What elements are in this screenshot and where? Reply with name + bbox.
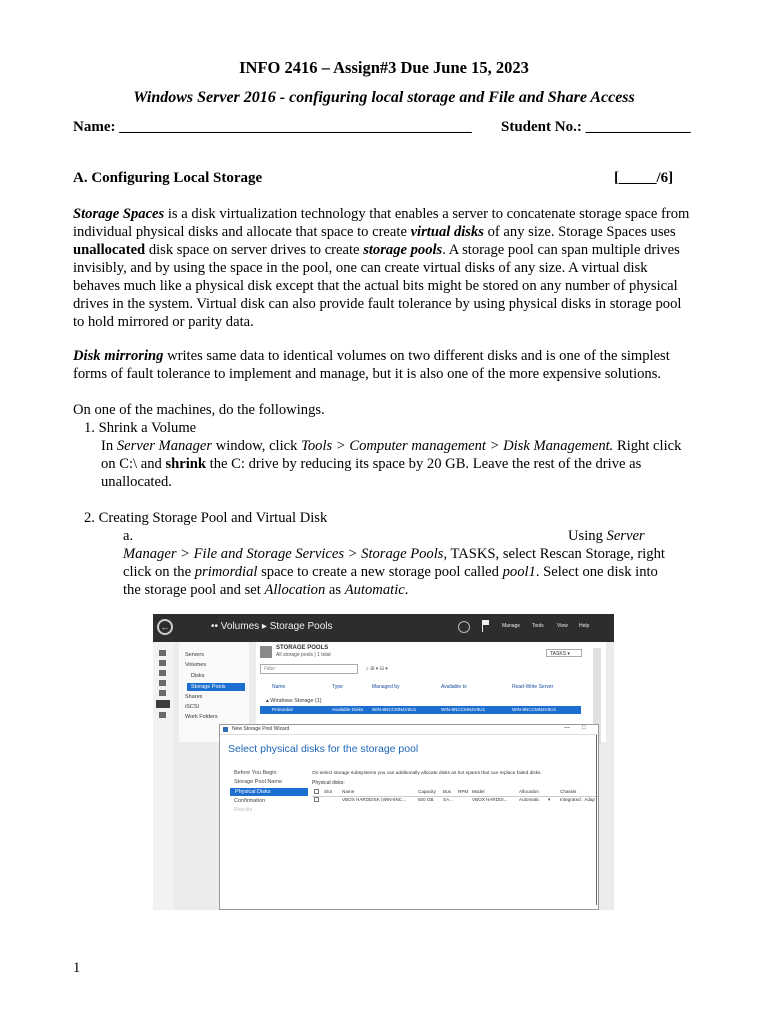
pd-model: VBOX HARDDI... [472,797,508,802]
notification-flag-icon [482,620,491,632]
step-physical-disks: Physical Disks [230,788,308,796]
step-2-title: 2. Creating Storage Pool and Virtual Disk [84,510,328,526]
pd-col-allocation: Allocation [519,789,539,794]
table-row-primordial [260,706,581,714]
physical-disk-row [312,796,598,804]
step-1-body [101,437,696,491]
pd-col-bus: Bus [443,789,451,794]
wizard-right-border [596,735,597,905]
step-2a-label: a. [123,528,134,544]
menu-view: View [557,623,568,629]
storage-pool-icon [260,646,272,658]
file-storage-icon [156,700,170,708]
cell-managed-by: WIN-8NCCMN4V6U1 [372,707,417,712]
page-subtitle: Windows Server 2016 - configuring local storage and File and Share Access [133,89,635,106]
group-windows-storage: ▴ Windows Storage (1) [266,698,322,704]
section-a-heading: A. Configuring Local Storage [73,170,263,186]
nav-volumes: Volumes [185,662,207,668]
select-all-checkbox [314,789,319,794]
nav-disks: Disks [191,673,205,679]
text-run: primordial [194,564,258,580]
pd-col-name: Name [342,789,355,794]
step-confirmation: Confirmation [234,798,266,804]
text-run: Using [568,528,607,544]
maximize-icon: □ [582,725,586,731]
menu-help: Help [579,623,590,629]
text-run: window, click [212,438,302,454]
term-unallocated: unallocated [73,242,146,258]
menu-manage: Manage [502,623,521,629]
text-run: Automatic [344,582,405,598]
nav-work-folders: Work Folders [185,714,218,720]
term-storage-spaces: Storage Spaces [73,206,165,222]
paragraph-instructions-intro: On one of the machines, do the followings. [73,402,325,418]
server-manager-titlebar [153,614,614,642]
text-run: shrink [165,456,207,472]
step-before-you-begin: Before You Begin [234,770,277,776]
text-run: as [325,582,345,598]
col-managed-by: Managed by [372,684,400,690]
cell-name: Primordial [272,707,293,712]
refresh-icon [458,621,470,633]
nav-storage-pools: Storage Pools [187,683,245,691]
text-run: disk space on server drives to create [145,242,364,258]
text-run: . Select one disk into the storage pool and set [123,564,658,598]
pd-allocation: Automatic [519,797,540,802]
step-storage-pool-name: Storage Pool Name [234,779,282,785]
pd-chassis: Integrated : Adap [560,797,595,802]
term-storage-pools: storage pools [363,242,443,258]
text-run: Allocation [264,582,326,598]
new-storage-pool-wizard [219,724,599,910]
text-run: Right click on C:\ and [101,438,682,472]
left-icon-rail [153,642,173,910]
col-rw-server: Read-Write Server [512,684,554,690]
text-run: Server Manager > File and Storage Services > Storage Pools [123,528,645,562]
wizard-title: New Storage Pool Wizard [232,726,290,732]
iis-icon [159,712,166,718]
page-number: 1 [73,960,81,976]
local-server-icon [159,660,166,666]
cell-available-to: WIN-8NCCMN4V6U1 [441,707,486,712]
all-servers-icon [159,670,166,676]
text-run: Tools > Computer management > Disk Management. [301,438,614,454]
dns-icon [159,690,166,696]
pd-col-model: Model [472,789,485,794]
nav-iscsi: iSCSI [185,704,200,710]
text-run: writes same data to identical volumes on two different disks and is one of the simplest forms of fault tolerance to implement and manage, but it is also one of the more expensive solutions. [73,348,670,382]
storage-pools-title: STORAGE POOLS [276,645,329,651]
pd-bus: SA... [443,797,453,802]
col-type: Type [332,684,343,690]
text-run: space to create a new storage pool called [257,564,503,580]
physical-disks-label: Physical disks: [312,780,345,786]
section-a-score: [_____/6] [614,170,674,186]
nav-servers: Servers [185,652,204,658]
step-2a-body [123,527,679,599]
menu-tools: Tools [532,623,544,629]
text-run: is a disk virtualization technology that enables a server to concatenate storage space from individual physical disks and allocate that space to create [73,206,690,240]
term-virtual-disks: virtual disks [410,224,484,240]
wizard-description: On select storage subsystems you can additionally allocate disks as hot spares that can replace failed disks. [312,771,542,776]
pd-allocation-dropdown: ▾ [548,797,551,802]
tasks-dropdown: TASKS ▾ [546,649,582,657]
wizard-app-icon [223,727,228,732]
text-run: . A storage pool can span multiple drives invisibly, and by using the space in the pool, one can create virtual disks of any size. A virtual disk behaves much like a physical disk except that the actual bits might be stored on any number of physical drives in the system. Virtual disk can also provide fault tolerance by using physical disks in storage pool to hold mirrored or parity data. [73,242,682,330]
filter-buttons: ⌕ ⊞ ▾ ⊟ ▾ [366,666,388,672]
student-number-field-label: Student No.: ______________ [501,119,691,135]
name-field-label: Name: _______________________________________________ [73,119,472,135]
cell-type: Available Disks [332,707,364,712]
filter-input: Filter [260,664,358,674]
step-results: Results [234,807,253,813]
text-run: of any size. Storage Spaces uses [483,224,676,240]
minimize-icon: — [564,725,570,731]
text-run: pool1 [502,564,536,580]
storage-pools-count: All storage pools | 1 total [276,652,331,658]
server-manager-screenshot [153,614,614,910]
dashboard-icon [159,650,166,656]
back-arrow-icon: ← [157,619,173,635]
text-run: . [404,582,409,598]
pd-col-chassis: Chassis [560,789,577,794]
paragraph-storage-spaces [73,205,695,331]
pd-col-rpm: RPM [458,789,469,794]
col-name: Name [272,684,286,690]
pd-capacity: 500 GB [418,797,434,802]
step-1-title: 1. Shrink a Volume [84,420,197,436]
text-run: the C: drive by reducing its space by 20 GB. Leave the rest of the drive as unallocated. [101,456,642,490]
disk-checkbox [314,797,319,802]
col-available-to: Available to [441,684,467,690]
text-run: , TASKS, select Rescan Storage, right click on the [123,546,665,580]
pd-col-capacity: Capacity [418,789,436,794]
breadcrumb: •• Volumes ▸ Storage Pools [211,621,333,632]
cell-rw-server: WIN-8NCCMN4V6U1 [512,707,557,712]
text-run: In [101,438,117,454]
pd-name: VBOX HARDDISK (WIN-8NC... [342,797,407,802]
term-disk-mirroring: Disk mirroring [73,348,164,364]
wizard-titlebar [220,725,598,735]
ad-icon [159,680,166,686]
text-run: Server Manager [116,438,213,454]
pd-col-slot: Slot [324,789,332,794]
wizard-heading: Select physical disks for the storage pool [228,743,419,755]
page-title: INFO 2416 – Assign#3 Due June 15, 2023 [239,58,529,77]
paragraph-disk-mirroring [73,347,695,383]
nav-shares: Shares [185,694,203,700]
